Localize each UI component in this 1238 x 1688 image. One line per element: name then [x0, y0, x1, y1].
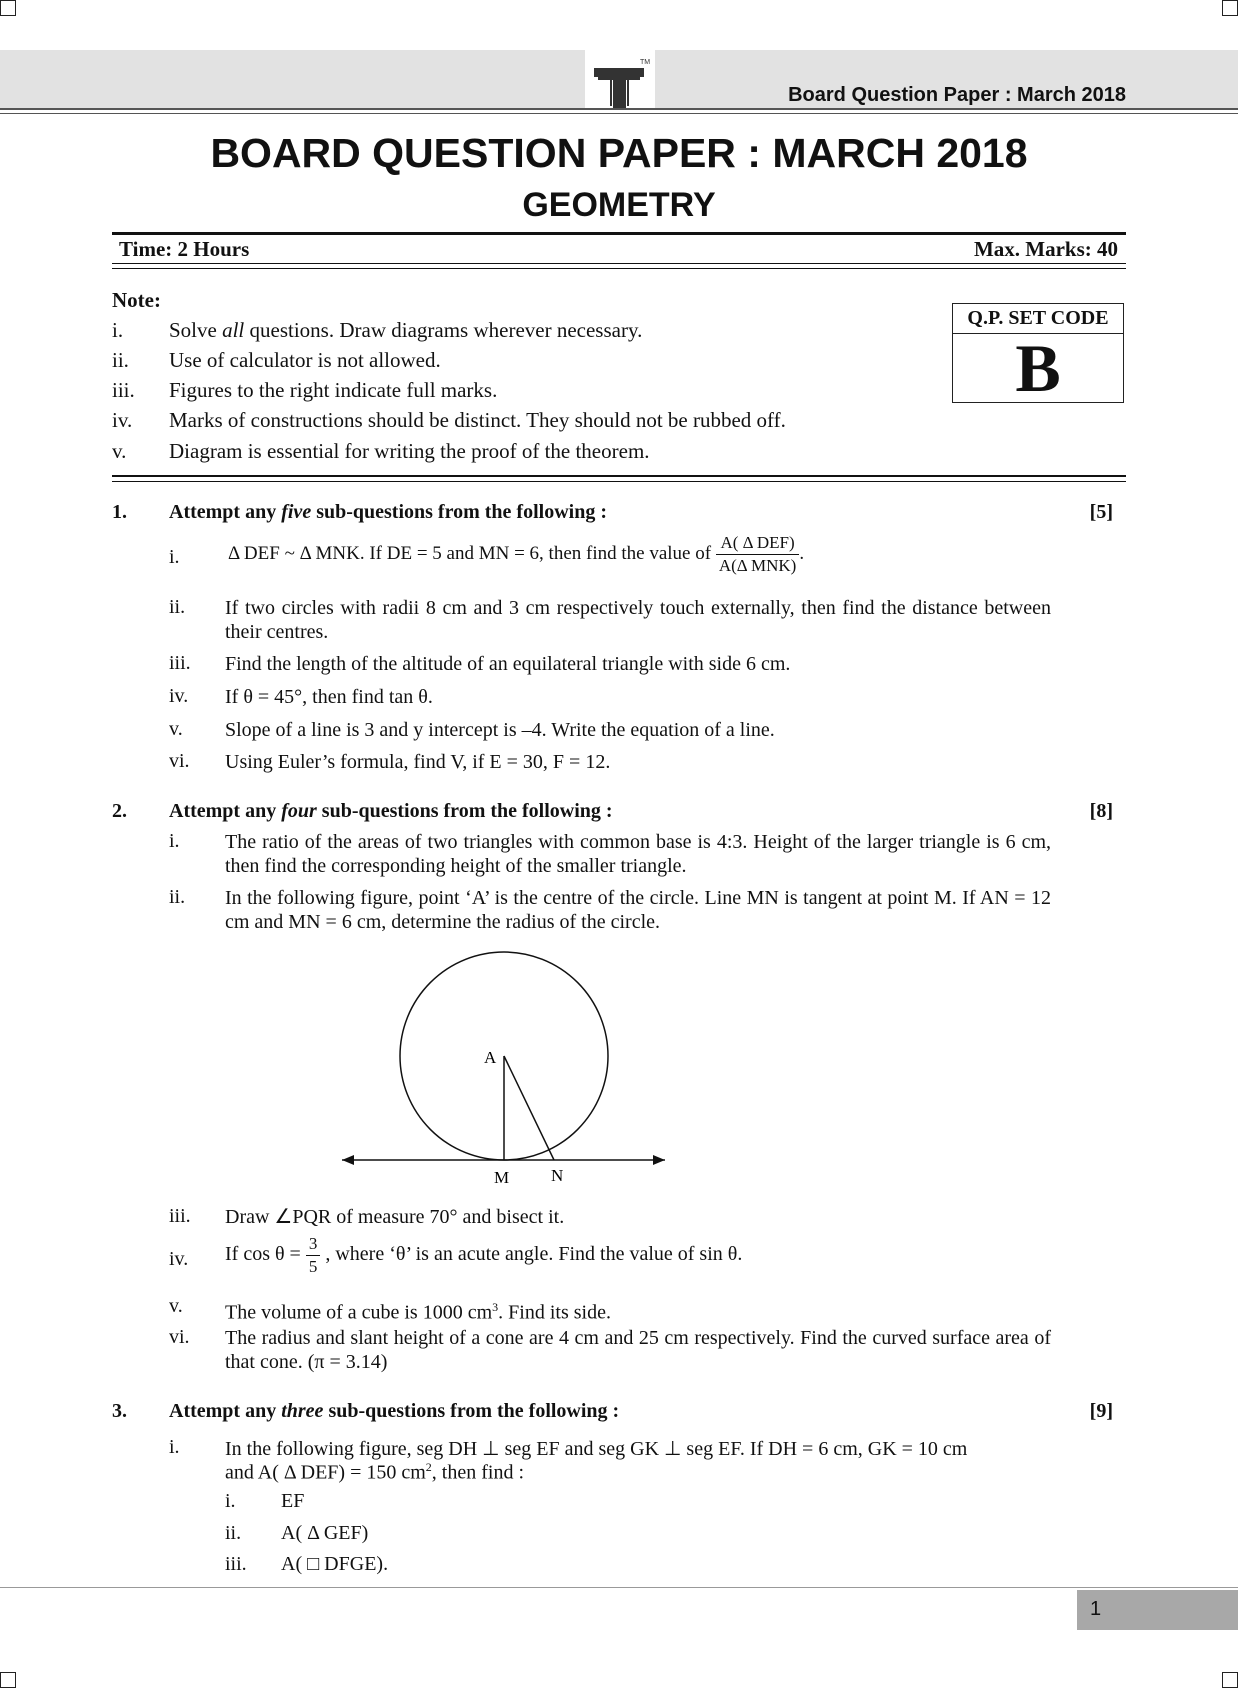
sub-question-text: The radius and slant height of a cone are 4 cm and 25 cm respectively. Find the curved surface area of that cone. (π = 3.14)	[225, 1327, 1051, 1373]
note-num: iv.	[112, 408, 133, 432]
page-title: BOARD QUESTION PAPER : MARCH 2018	[210, 130, 1028, 176]
sub-question-number: i.	[169, 830, 180, 852]
area-ratio-fraction: $\frac{\text{A( Δ DEF)}}{\text{A(Δ MNK)}}$	[716, 532, 800, 577]
sub-question-number: ii.	[169, 886, 186, 908]
note-text: Diagram is essential for writing the proof of the theorem.	[169, 439, 650, 463]
note-num: v.	[112, 439, 127, 463]
left-arrow-head	[342, 1155, 354, 1165]
running-title: Board Question Paper : March 2018	[788, 84, 1126, 106]
sub-question-text: In the following figure, seg DH ⊥ seg EF and seg GK ⊥ seg EF. If DH = 6 cm, GK = 10 cm	[225, 1438, 968, 1460]
footer-rule	[0, 1587, 1238, 1588]
note-num: ii.	[112, 348, 129, 372]
circle-tangent-figure	[330, 945, 680, 1190]
note-text: Marks of constructions should be distinct. They should not be rubbed off.	[169, 408, 786, 432]
sub-sub-question-text: A( □ DFGE).	[281, 1553, 389, 1575]
label-a: A	[484, 1048, 497, 1067]
sub-question-text: If θ = 45°, then find tan θ.	[225, 686, 433, 708]
note-num: i.	[112, 318, 124, 342]
sub-sub-question-text: EF	[281, 1490, 305, 1512]
time-rule	[112, 263, 1126, 269]
sub-question-text: If two circles with radii 8 cm and 3 cm respectively touch externally, then find the distance between their centres.	[225, 597, 1051, 643]
cos-fraction: $\frac{3}{5}$	[306, 1233, 321, 1278]
note-num: iii.	[112, 378, 135, 402]
question-number: 2.	[112, 800, 127, 822]
sub-question-number: iii.	[169, 652, 191, 674]
crop-mark-bottom-right	[1222, 1672, 1238, 1688]
crop-mark-bottom-left	[0, 1672, 16, 1688]
page-number: 1	[1090, 1598, 1102, 1620]
sub-question-number: v.	[169, 1295, 183, 1317]
question-heading: Attempt any three sub-questions from the following :	[169, 1400, 620, 1422]
sub-question-number: vi.	[169, 750, 190, 772]
header-rule	[0, 108, 1238, 114]
set-code-letter: B	[1015, 330, 1061, 406]
sub-question-text: If cos θ = $\frac{3}{5}$ , where ‘θ’ is an acute angle. Find the value of sin θ.	[225, 1234, 743, 1276]
note-text: Solve all questions. Draw diagrams wherever necessary.	[169, 318, 643, 342]
sub-sub-question-number: ii.	[225, 1522, 242, 1544]
sub-question-number: iii.	[169, 1205, 191, 1227]
question-marks: [9]	[1089, 1400, 1113, 1422]
sub-question-number: i.	[169, 546, 180, 568]
right-arrow-head	[653, 1155, 665, 1165]
question-number: 1.	[112, 501, 127, 523]
sub-question-text: Slope of a line is 3 and y intercept is –4. Write the equation of a line.	[225, 719, 775, 741]
note-text: Figures to the right indicate full marks.	[169, 378, 498, 402]
question-marks: [8]	[1089, 800, 1113, 822]
subject-title: GEOMETRY	[522, 186, 716, 224]
sub-question-text: Find the length of the altitude of an equilateral triangle with side 6 cm.	[225, 653, 791, 675]
time-label: Time: 2 Hours	[119, 237, 250, 261]
sub-question-number: v.	[169, 718, 183, 740]
question-marks: [5]	[1089, 501, 1113, 523]
question-heading: Attempt any four sub-questions from the following :	[169, 800, 613, 822]
sub-question-text: The volume of a cube is 1000 $cm^3$. Find its side.	[225, 1300, 611, 1324]
note-text: Use of calculator is not allowed.	[169, 348, 441, 372]
crop-mark-top-right	[1222, 0, 1238, 16]
label-m: M	[494, 1168, 510, 1187]
sub-question-text: Δ DEF ~ Δ MNK. If DE = 5 and MN = 6, then find the value of $\frac{\text{A( Δ DEF)}}{\text{A(Δ MNK)}}$ .	[228, 533, 805, 575]
sub-sub-question-number: i.	[225, 1490, 236, 1512]
sub-question-text: Draw ∠PQR of measure 70° and bisect it.	[225, 1206, 565, 1228]
notes-rule	[112, 475, 1126, 482]
crop-mark-top-left	[0, 0, 16, 16]
sub-question-text: Using Euler’s formula, find V, if E = 30, F = 12.	[225, 751, 611, 773]
sub-sub-question-text: A( Δ GEF)	[281, 1522, 369, 1544]
sub-question-number: iv.	[169, 685, 189, 707]
trademark-mark: TM	[640, 59, 651, 66]
page-number-box	[1077, 1590, 1238, 1630]
sub-sub-question-number: iii.	[225, 1553, 247, 1575]
set-code-label: Q.P. SET CODE	[953, 304, 1123, 334]
note-heading: Note:	[112, 288, 161, 312]
publisher-logo	[585, 50, 655, 112]
segment-an	[504, 1056, 554, 1160]
question-number: 3.	[112, 1400, 127, 1422]
sub-question-text: and A( Δ DEF) = 150 $cm^2$, then find :	[225, 1460, 525, 1484]
sub-question-number: ii.	[169, 596, 186, 618]
sub-question-number: vi.	[169, 1326, 190, 1348]
max-marks-label: Max. Marks: 40	[973, 237, 1118, 261]
top-rule	[112, 232, 1126, 235]
set-code-box	[952, 303, 1124, 406]
sub-question-text: The ratio of the areas of two triangles with common base is 4:3. Height of the larger triangle is 6 cm, then find the corresponding height of the smaller triangle.	[225, 831, 1051, 877]
sub-question-number: iv.	[169, 1248, 189, 1270]
question-heading: Attempt any five sub-questions from the following :	[169, 501, 607, 523]
sub-question-text: In the following figure, point ‘A’ is the centre of the circle. Line MN is tangent at point M. If AN = 12 cm and MN = 6 cm, determine the radius of the circle.	[225, 887, 1051, 933]
sub-question-number: i.	[169, 1436, 180, 1458]
label-n: N	[551, 1166, 564, 1185]
